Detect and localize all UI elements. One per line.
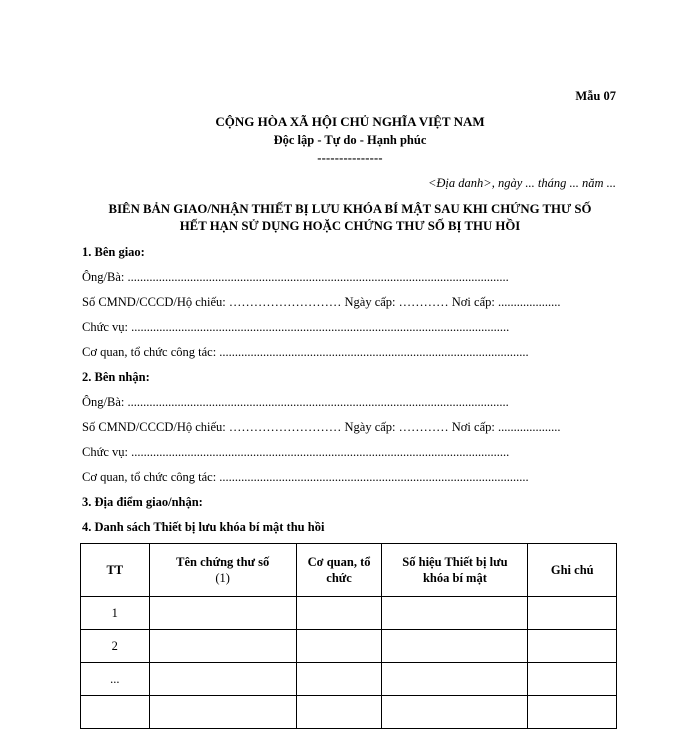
table-row	[81, 663, 617, 696]
device-list-table	[80, 543, 617, 729]
receiver-heading: 2. Bên nhận:	[82, 370, 150, 384]
row-index-cell: 1	[81, 597, 150, 630]
document-title-line-1: BIÊN BẢN GIAO/NHẬN THIẾT BỊ LƯU KHÓA BÍ MẬT SAU KHI CHỨNG THƯ SỐ	[108, 202, 592, 216]
col-header-tt: TT	[81, 544, 150, 597]
giver-heading: 1. Bên giao:	[82, 245, 145, 259]
col-header-serial	[382, 544, 528, 597]
table-cell	[382, 696, 528, 729]
table-cell	[528, 630, 617, 663]
form-number: Mẫu 07	[575, 89, 616, 103]
table-cell	[296, 630, 382, 663]
table-cell	[149, 630, 296, 663]
device-list-heading: 4. Danh sách Thiết bị lưu khóa bí mật thu hồi	[82, 520, 325, 534]
receiver-id-line: Số CMND/CCCD/Hộ chiếu: ……………………… Ngày cấp: ………… Nơi cấp: ....................	[82, 420, 561, 434]
row-index-cell: 2	[81, 630, 150, 663]
col-header-cert-name-note: (1)	[215, 571, 230, 585]
giver-id-line: Số CMND/CCCD/Hộ chiếu: ……………………… Ngày cấp: ………… Nơi cấp: ....................	[82, 295, 561, 309]
place-date-line: <Địa danh>, ngày ... tháng ... năm ...	[427, 176, 616, 190]
table-cell	[382, 630, 528, 663]
col-header-cert-name-label: Tên chứng thư số	[176, 555, 270, 569]
table-cell	[382, 663, 528, 696]
col-header-organization	[296, 544, 382, 597]
national-title: CỘNG HÒA XÃ HỘI CHỦ NGHĨA VIỆT NAM	[215, 114, 485, 129]
table-cell	[296, 597, 382, 630]
table-header-row	[81, 544, 617, 597]
table-cell	[296, 663, 382, 696]
table-row	[81, 597, 617, 630]
table-cell	[296, 696, 382, 729]
table-cell	[528, 696, 617, 729]
table-cell	[81, 696, 150, 729]
document-title	[0, 201, 700, 235]
col-header-serial-line-1: Số hiệu Thiết bị lưu	[402, 555, 508, 569]
giver-org-line: Cơ quan, tổ chức công tác: ...................................................................................................	[82, 345, 529, 359]
receiver-position-line: Chức vụ: .........................................................................................................................	[82, 445, 510, 459]
location-heading: 3. Địa điểm giao/nhận:	[82, 495, 203, 509]
giver-position-line: Chức vụ: .........................................................................................................................	[82, 320, 510, 334]
row-index-cell: ...	[81, 663, 150, 696]
col-header-organization-line-2: chức	[326, 571, 352, 585]
table-row	[81, 696, 617, 729]
giver-name-line: Ông/Bà: ..........................................................................................................................	[82, 270, 509, 284]
table-cell	[149, 663, 296, 696]
table-cell	[382, 597, 528, 630]
table-cell	[528, 663, 617, 696]
receiver-org-line: Cơ quan, tổ chức công tác: ...................................................................................................	[82, 470, 529, 484]
col-header-note: Ghi chú	[528, 544, 617, 597]
header-separator: ---------------	[317, 151, 383, 165]
table-cell	[149, 696, 296, 729]
table-row	[81, 630, 617, 663]
col-header-organization-line-1: Cơ quan, tổ	[307, 555, 371, 569]
table-cell	[528, 597, 617, 630]
table-cell	[149, 597, 296, 630]
col-header-serial-line-2: khóa bí mật	[422, 571, 487, 585]
col-header-cert-name	[149, 544, 296, 597]
national-motto: Độc lập - Tự do - Hạnh phúc	[273, 133, 427, 147]
receiver-name-line: Ông/Bà: ..........................................................................................................................	[82, 395, 509, 409]
document-title-line-2: HẾT HẠN SỬ DỤNG HOẶC CHỨNG THƯ SỐ BỊ THU HỒI	[179, 219, 521, 233]
